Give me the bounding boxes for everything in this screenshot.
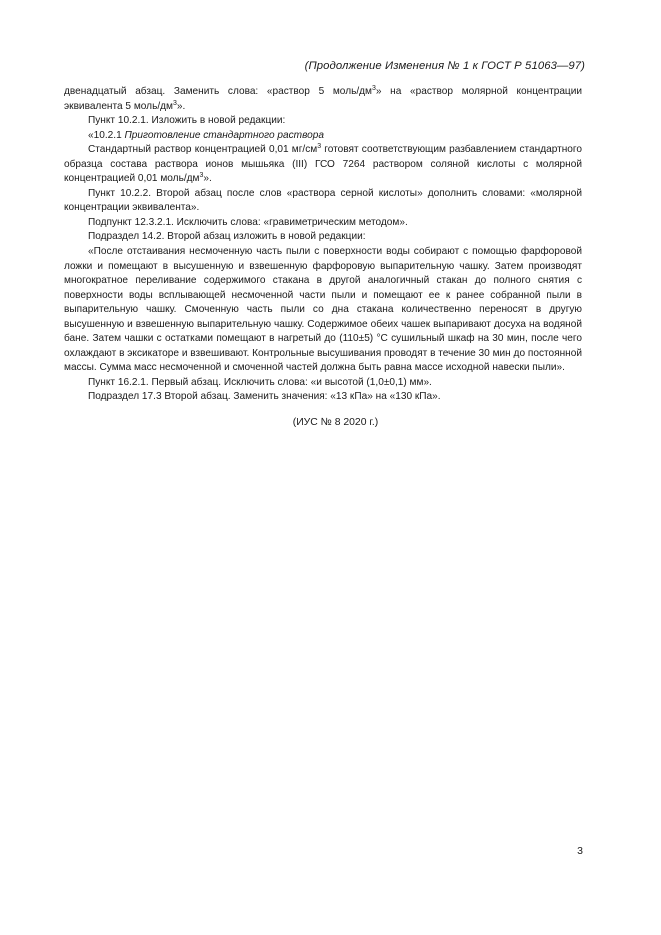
paragraph-12-3-2-1: Подпункт 12.3.2.1. Исключить слова: «гравиметрическим методом». [88, 216, 408, 228]
superscript: 3 [172, 99, 177, 107]
paragraph-10-2-1: Пункт 10.2.1. Изложить в новой редакции: [88, 115, 286, 127]
amendment-text [64, 85, 582, 405]
superscript: 3 [371, 85, 376, 92]
paragraph-14-2: Подраздел 14.2. Второй абзац изложить в новой редакции: [88, 231, 366, 243]
section-title-italic: Приготовление стандартного раствора [124, 129, 324, 141]
page-number: 3 [577, 845, 583, 857]
paragraph-standard-solution [64, 143, 582, 187]
paragraph-twelfth-abzac [64, 85, 582, 114]
paragraph-10-2-2: Пункт 10.2.2. Второй абзац после слов «раствора серной кислоты» дополнить словами: «молярной концентрации эквивалента». [64, 187, 582, 214]
ius-reference: (ИУС № 8 2020 г.) [292, 417, 379, 428]
text-fragment: ». [176, 100, 186, 112]
text-fragment: » на «раствор молярной концентрации эквивалента 5 моль/дм [64, 86, 582, 112]
text-fragment: «10.2.1 [88, 129, 125, 141]
text-fragment: двенадцатый абзац. Заменить слова: «раствор 5 моль/дм [64, 86, 372, 97]
text-fragment: Стандартный раствор концентрацией 0,01 мг/см [88, 144, 318, 156]
text-fragment: готовят соответствующим разбавлением стандартного образца состава раствора ионов мышьяка (III) ГСО 7264 раствором соляной кислоты с молярной концентрацией 0,01 моль/дм [64, 144, 582, 185]
continuation-header: (Продолжение Изменения № 1 к ГОСТ Р 51063—97) [304, 60, 585, 72]
paragraph-dust-procedure: «После отстаивания несмоченную часть пыли с поверхности воды собирают с помощью фарфоровой ложки и помещают в высушенную и взвешенную фарфоровую выпарительную чашку. Затем производят многократное переливание содержимого стакана в другой аналогичный стакан до полного снятия с поверхности воды всплывающей несмоченной части пыли и помещают ее к ранее собранной пыли в выпарительную чашку. Смоченную часть пыли со дна стакана количественно переносят в другую высушенную и взвешенную выпарительную чашку. Содержимое обеих чашек выпаривают досуха на водяной бане. Затем чашки с остатками помещают в нагретый до (110±5) °С сушильный шкаф на 30 мин, после чего охлаждают в эксикаторе и взвешивают. Контрольные высушивания проводят в течение 30 мин до постоянной массы. Сумма масс несмоченной и смоченной частей должна быть равна массе исходной навески пыли». [64, 246, 582, 374]
text-fragment: ». [203, 173, 212, 185]
superscript: 3 [199, 172, 204, 180]
paragraph-10-2-1-title [64, 129, 582, 144]
paragraph-16-2-1: Пункт 16.2.1. Первый абзац. Исключить слова: «и высотой (1,0±0,1) мм». [88, 376, 432, 388]
paragraph-17-3: Подраздел 17.3 Второй абзац. Заменить значения: «13 кПа» на «130 кПа». [88, 391, 441, 403]
superscript: 3 [317, 143, 322, 151]
